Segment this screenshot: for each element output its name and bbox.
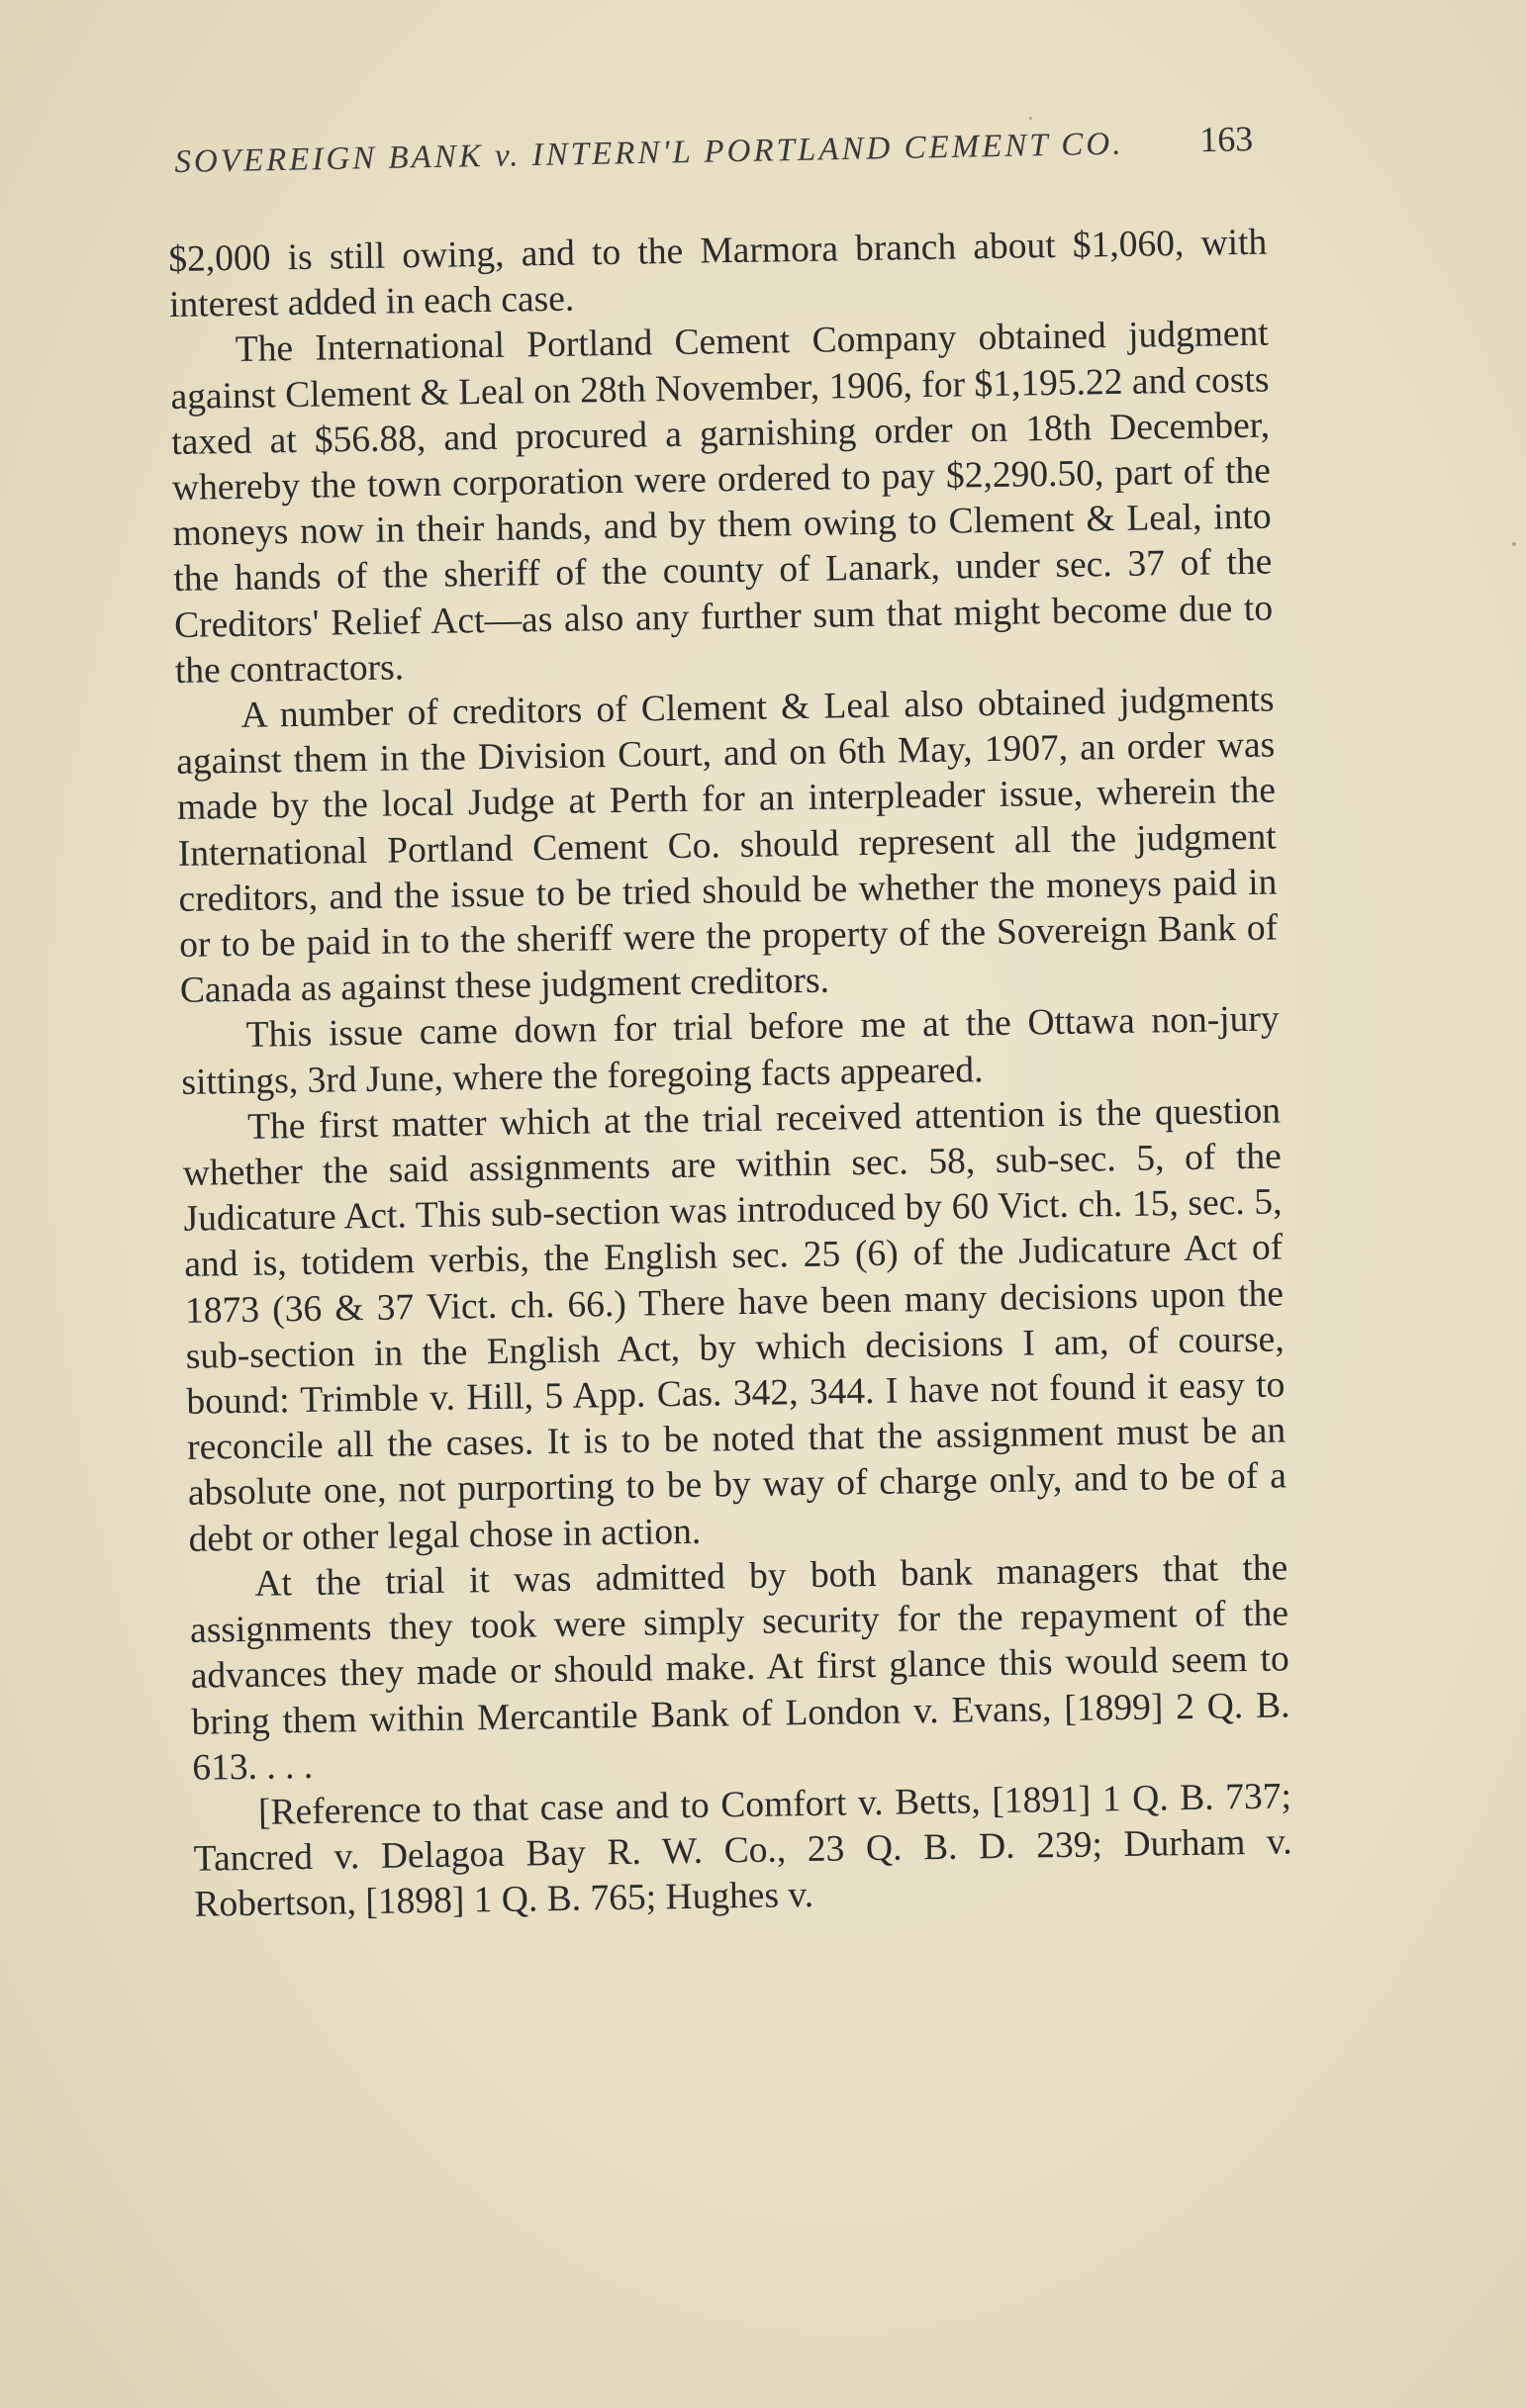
paragraph: $2,000 is still owing, and to the Marmora branch about $1,060, with interest added in each case. xyxy=(168,222,1268,326)
page-number: 163 xyxy=(1198,119,1254,160)
paragraph: At the trial it was admitted by both bank managers that the assignments they took were simply security for the repayment of the advances they made or should make. At first glance this would seem to bring them within Mercantile Bank of London v. Evans, [1899] 2 Q. B. 613. . . . xyxy=(189,1547,1290,1789)
paragraph: A number of creditors of Clement & Leal also obtained judgments against them in the Division Court, and on 6th May, 1907, an order was made by the local Judge at Perth for an interpleader issue, wherein the International Portland Cement Co. should represent all the judgment creditors, and the issue to be tried should be whether the moneys paid in or to be paid in to the sheriff were the property of the Sovereign Bank of Canada as against these judgment creditors. xyxy=(176,679,1279,1012)
paragraph: The first matter which at the trial received attention is the question whether the said assignments are within sec. 58, sub-sec. 5, of the Judicature Act. This sub-section was introduced by 60 Vict. ch. 15, sec. 5, and is, totidem verbis, the English sec. 25 (6) of the Judicature Act of 1873 (36 & 37 Vict. ch. 66.) There have been many decisions upon the sub-section in the English Act, by which decisions I am, of course, bound: Trimble v. Hill, 5 App. Cas. 342, 344. I have not found it easy to reconcile all the cases. It is to be noted that the assignment must be an absolute one, not purporting to be by way of charge only, and to be of a debt or other legal chose in action. xyxy=(182,1090,1288,1560)
running-head: SOVEREIGN BANK v. INTERN'L PORTLAND CEMENT CO. xyxy=(174,126,1124,180)
paper-speck xyxy=(1029,117,1032,120)
paragraph: The International Portland Cement Company obtained judgment against Clement & Leal on 28th November, 1906, for $1,195.22 and costs taxed at $56.88, and procured a garnishing order on 18th December, whereby the town corporation were ordered to pay $2,290.50, part of the moneys now in their hands, and by them owing to Clement & Leal, into the hands of the sheriff of the county of Lanark, under sec. 37 of the Creditors' Relief Act—as also any further sum that might become due to the contractors. xyxy=(170,313,1274,692)
paragraph: This issue came down for trial before me at the Ottawa non-jury sittings, 3rd June, where the foregoing facts appeared. xyxy=(181,998,1280,1103)
body-text xyxy=(168,221,1293,1929)
page-header xyxy=(174,118,1254,194)
paper-speck xyxy=(1512,542,1516,546)
paragraph: [Reference to that case and to Comfort v. Betts, [1891] 1 Q. B. 737; Tancred v. Delagoa Bay R. W. Co., 23 Q. B. D. 239; Durham v. Robertson, [1898] 1 Q. B. 765; Hughes v. xyxy=(193,1776,1292,1926)
